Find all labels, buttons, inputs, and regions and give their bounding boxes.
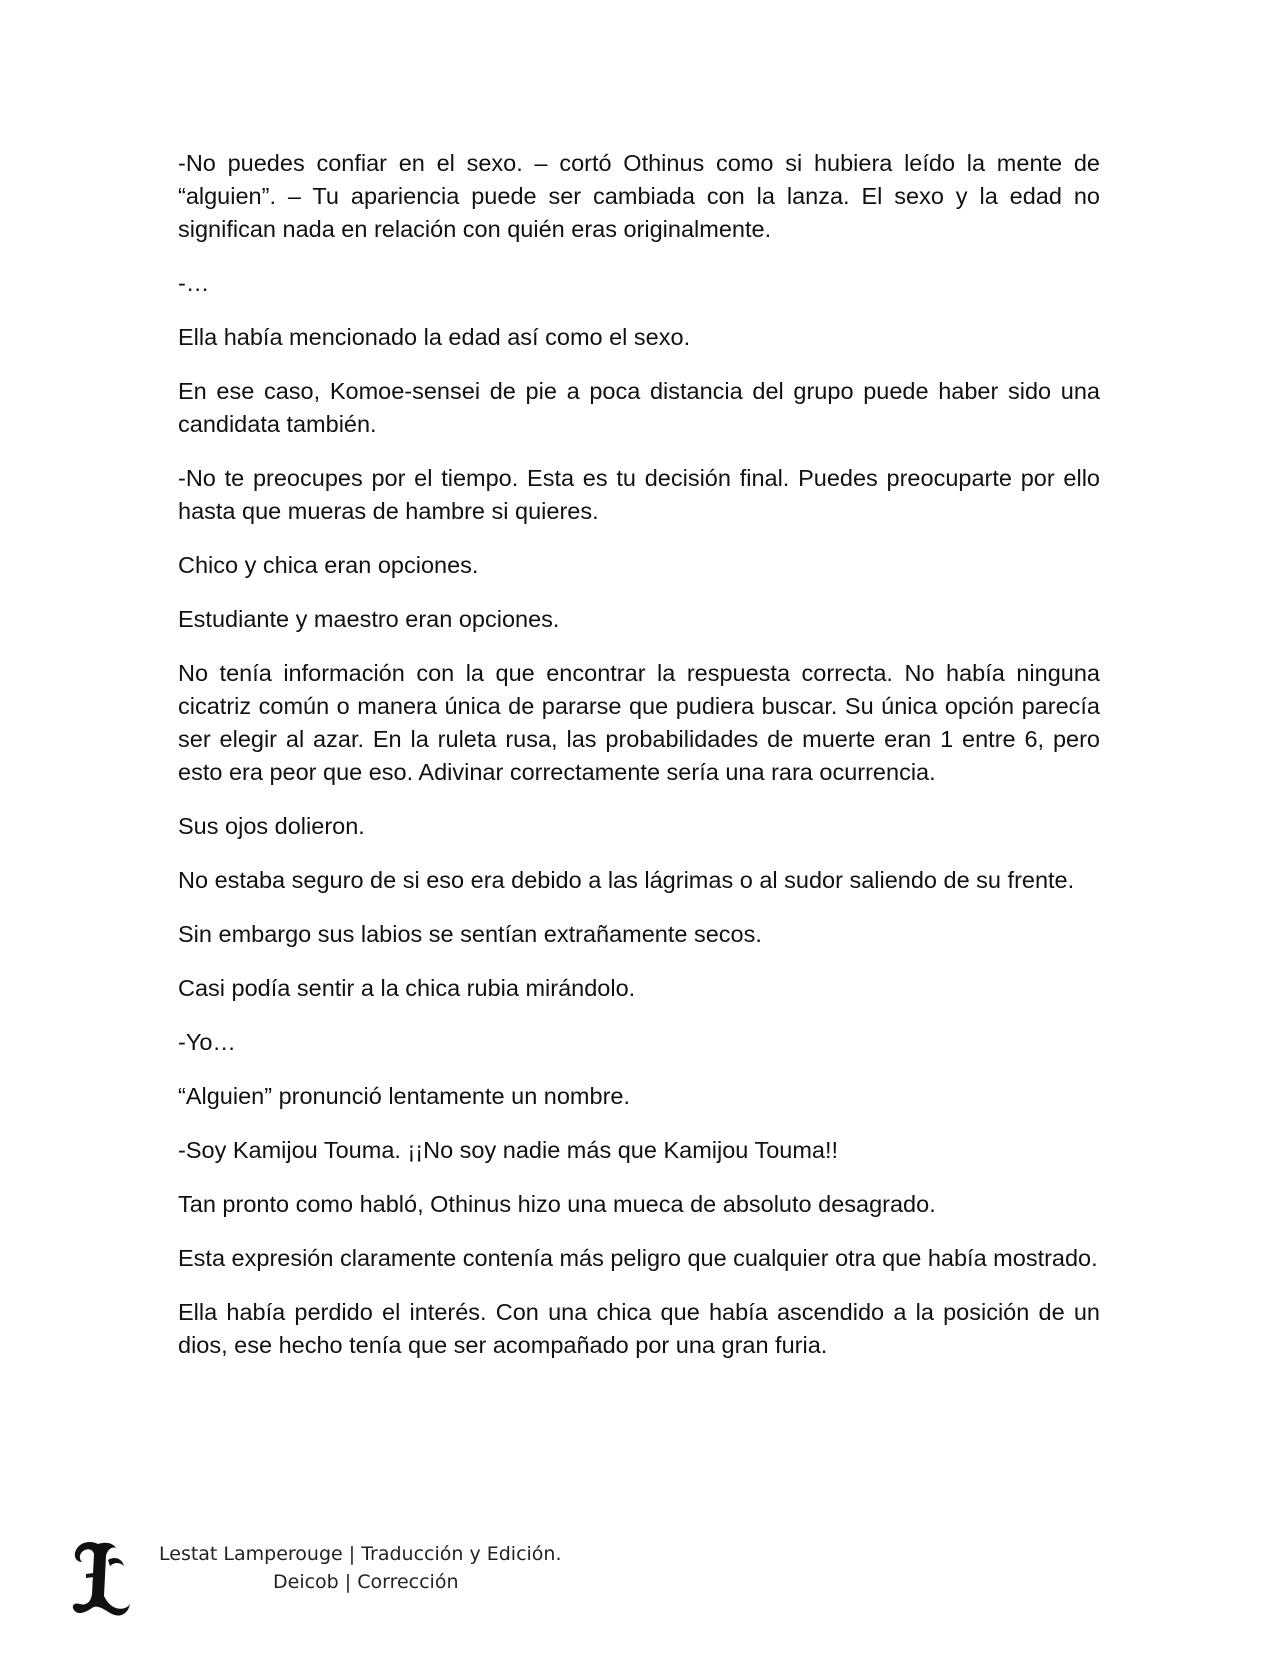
paragraph: Ella había perdido el interés. Con una chica que había ascendido a la posición de un dios, ese hecho tenía que ser acompañado por una gran furia. (178, 1299, 1100, 1358)
paragraph: Sin embargo sus labios se sentían extrañamente secos. (178, 921, 762, 947)
paragraph: No tenía información con la que encontrar la respuesta correcta. No había ninguna cicatriz común o manera única de pararse que pudiera buscar. Su única opción parecía ser elegir al azar. En la ruleta rusa, las probabilidades de muerte eran 1 entre 6, pero esto era peor que eso. Adivinar correctamente sería una rara ocurrencia. (178, 660, 1100, 785)
paragraph: No estaba seguro de si eso era debido a las lágrimas o al sudor saliendo de su frente. (178, 867, 1075, 893)
paragraph: -… (178, 270, 210, 296)
paragraph: -No puedes confiar en el sexo. – cortó Othinus como si hubiera leído la mente de “alguien”. – Tu apariencia puede ser cambiada con la lanza. El sexo y la edad no significan nada en relación con quién eras originalmente. (178, 150, 1100, 242)
page-footer (60, 1540, 760, 1630)
page-body (178, 147, 1100, 1383)
paragraph: Casi podía sentir a la chica rubia mirándolo. (178, 975, 636, 1001)
paragraph: -Soy Kamijou Touma. ¡¡No soy nadie más que Kamijou Touma!! (178, 1137, 839, 1163)
paragraph: Tan pronto como habló, Othinus hizo una mueca de absoluto desagrado. (178, 1191, 936, 1217)
editor-credit: Deicob | Corrección (273, 1571, 459, 1593)
paragraph: “Alguien” pronunció lentamente un nombre. (178, 1083, 630, 1109)
gothic-letter-l-icon (68, 1538, 132, 1620)
paragraph: -Yo… (178, 1029, 236, 1055)
paragraph: Ella había mencionado la edad así como el sexo. (178, 324, 691, 350)
credits (159, 1540, 562, 1596)
paragraph: Sus ojos dolieron. (178, 813, 365, 839)
paragraph: Chico y chica eran opciones. (178, 552, 479, 578)
paragraph: -No te preocupes por el tiempo. Esta es tu decisión final. Puedes preocuparte por ello hasta que mueras de hambre si quieres. (178, 465, 1100, 524)
paragraph: Esta expresión claramente contenía más peligro que cualquier otra que había mostrado. (178, 1245, 1098, 1271)
translator-credit: Lestat Lamperouge | Traducción y Edición. (159, 1543, 562, 1565)
paragraph: En ese caso, Komoe-sensei de pie a poca distancia del grupo puede haber sido una candidata también. (178, 378, 1100, 437)
paragraph: Estudiante y maestro eran opciones. (178, 606, 560, 632)
